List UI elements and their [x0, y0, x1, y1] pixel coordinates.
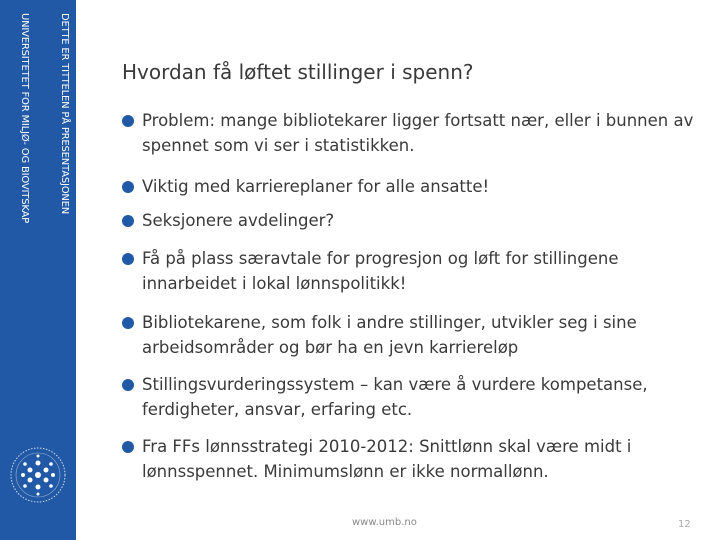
page-number: 12 [678, 519, 691, 530]
bullet-dot-icon [122, 317, 134, 329]
sidebar [0, 0, 76, 540]
presentation-title-vertical: DETTE ER TITTELEN PÅ PRESENTASJONEN [59, 13, 70, 215]
slide-title: Hvordan få løftet stillinger i spenn? [122, 60, 474, 84]
bullet-text: Bibliotekarene, som folk i andre stillinger, utvikler seg i sine arbeidsområder og bør ha en jevn karriereløp [142, 313, 637, 357]
umb-logo-icon [8, 445, 68, 505]
bullet-text: Viktig med karriereplaner for alle ansatte! [142, 177, 490, 196]
bullet-text: Fra FFs lønnsstrategi 2010-2012: Snittlønn skal være midt i lønnsspennet. Minimumslønn er ikke normallønn. [142, 437, 632, 481]
bullet-text: Problem: mange bibliotekarer ligger fortsatt nær, eller i bunnen av spennet som vi ser i statistikken. [142, 111, 694, 155]
bullet-text: Få på plass særavtale for progresjon og løft for stillingene innarbeidet i lokal lønnspolitikk! [142, 249, 619, 293]
bullet-text: Seksjonere avdelinger? [142, 211, 335, 230]
bullet-text: Stillingsvurderingssystem – kan være å vurdere kompetanse, ferdigheter, ansvar, erfaring etc. [142, 375, 648, 419]
bullet-dot-icon [122, 115, 134, 127]
bullet-dot-icon [122, 379, 134, 391]
bullet-dot-icon [122, 181, 134, 193]
bullet-dot-icon [122, 441, 134, 453]
footer-url: www.umb.no [352, 517, 417, 528]
bullet-dot-icon [122, 215, 134, 227]
university-name-vertical: UNIVERSITETET FOR MILJØ- OG BIOVITSKAP [19, 13, 30, 224]
bullet-dot-icon [122, 253, 134, 265]
